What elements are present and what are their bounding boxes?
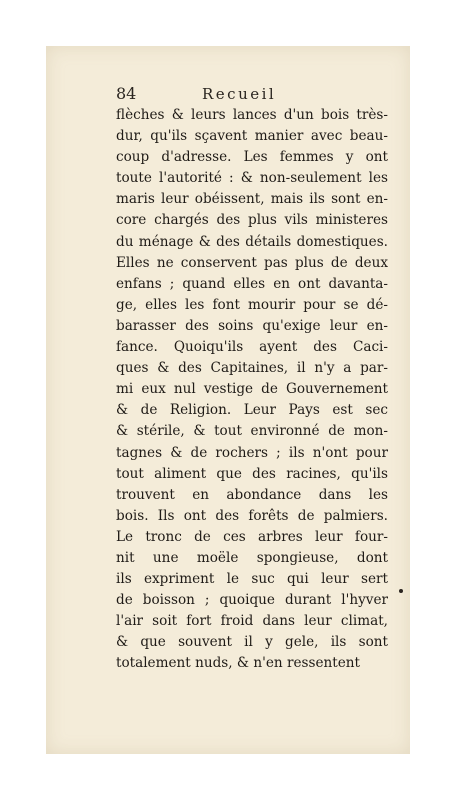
text-line: nit une moële spongieuse, dont	[116, 549, 388, 566]
text-line: totalement nuds, & n'en ressentent	[116, 655, 360, 672]
text-line: core chargés des plus vils ministeres	[116, 212, 388, 229]
running-title: Recueil	[202, 85, 277, 103]
text-line: dur, qu'ils sçavent manier avec beau-	[116, 128, 388, 145]
text-line: & de Religion. Leur Pays est sec	[116, 402, 388, 419]
text-line: de boisson ; quoique durant l'hyver	[116, 592, 388, 609]
text-line: mi eux nul vestige de Gouvernement	[116, 381, 388, 398]
text-line: tout aliment que des racines, qu'ils	[116, 465, 388, 482]
text-line: enfans ; quand elles en ont davanta-	[116, 275, 388, 292]
text-line: Elles ne conservent pas plus de deux	[116, 254, 388, 271]
text-line: bois. Ils ont des forêts de palmiers.	[116, 507, 388, 524]
text-line: ques & des Capitaines, il n'y a par-	[116, 360, 388, 377]
text-line: flèches & leurs lances d'un bois très-	[116, 107, 388, 123]
text-line: fance. Quoiqu'ils ayent des Caci-	[116, 339, 388, 356]
text-line: tagnes & de rochers ; ils n'ont pour	[116, 444, 388, 461]
body-text	[116, 105, 388, 675]
text-line: & que souvent il y gele, ils sont	[116, 634, 388, 651]
text-line: Le tronc de ces arbres leur four-	[116, 528, 388, 545]
text-line: l'air soit fort froid dans leur climat,	[116, 613, 388, 630]
text-line: maris leur obéissent, mais ils sont en-	[116, 191, 388, 208]
text-line: trouvent en abondance dans les	[116, 486, 388, 503]
text-line: & stérile, & tout environné de mon-	[116, 423, 388, 440]
text-line: ge, elles les font mourir pour se dé-	[116, 296, 388, 313]
ink-spot	[399, 589, 403, 593]
text-line: ils expriment le suc qui leur sert	[116, 571, 388, 588]
text-line: barasser des soins qu'exige leur en-	[116, 317, 388, 334]
page-number: 84	[116, 84, 137, 103]
text-line: coup d'adresse. Les femmes y ont	[116, 149, 388, 166]
text-line: toute l'autorité : & non-seulement les	[116, 170, 388, 187]
text-line: du ménage & des détails domestiques.	[116, 233, 388, 250]
